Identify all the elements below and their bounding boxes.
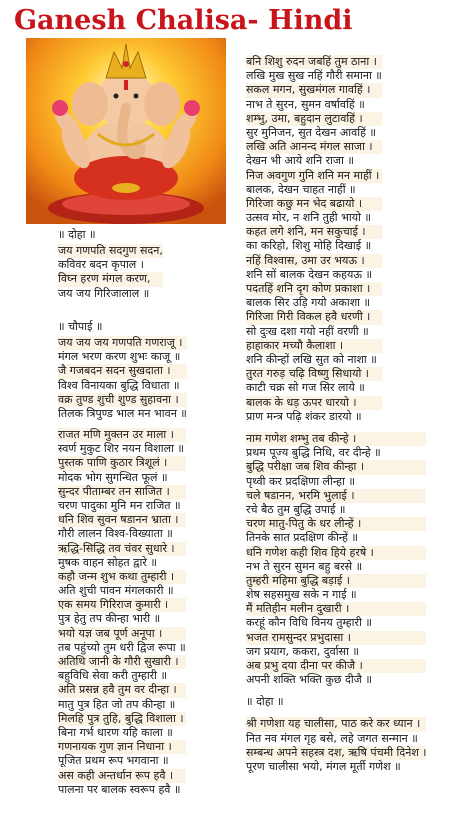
verse-line: जय गणपति सदगुण सदन,	[58, 244, 163, 257]
verse-line: गिरिजा गिरी विकल हवै धरणी ।	[246, 310, 382, 324]
verse-line: तुम्हरी महिमा बुद्धि बड़ाई ।	[246, 574, 426, 588]
verse-line: पालना पर बालक स्वरूप हवै ॥	[58, 782, 181, 796]
verse-line: चरण पादुका मुनि मन राजित ॥	[58, 498, 181, 512]
verse-line: तिनके सात प्रदक्षिण कीन्हें ॥	[246, 531, 359, 545]
verse-line: अपनी शक्ति भक्ति कुछ दीजै ॥	[246, 673, 372, 687]
verse-line: नहिं विश्वास, उमा उर भयऊ ।	[246, 254, 382, 268]
verse-line: विघ्न हरण मंगल करण,	[58, 272, 163, 286]
verse-line: सुर मुनिजन, सुत देखन आवहिं ॥	[246, 125, 376, 139]
verse-line: चरण मातु-पितु के धर लीन्हें ।	[246, 517, 426, 531]
verse-line: धनि गणेश कही शिव हिये हरषे ।	[246, 546, 426, 560]
verse-line: शम्भु, उमा, बहुदान लुटावहिं ।	[246, 112, 382, 126]
verse-line: शनि कीन्हों लखि सुत को नाशा ॥	[246, 352, 377, 366]
verse-line: मिलहि पुत्र तुहि, बुद्धि विशाला ।	[58, 712, 186, 726]
page-title: Ganesh Chalisa- Hindi	[14, 5, 353, 36]
left-main-block	[58, 428, 186, 797]
verse-line: जय जय जय गणपति गणराजू ।	[58, 336, 187, 350]
verse-line: पुत्र हेतु तप कीन्हा भारी ॥	[58, 612, 161, 626]
verse-line: धनि शिव सुवन षडानन भ्राता ।	[58, 513, 186, 527]
verse-line: मातु पुत्र हित जो तप कीन्हा ॥	[58, 697, 176, 711]
verse-line: शनि सों बालक देखन कहयऊ ॥	[246, 267, 373, 281]
verse-line: नाभ ते सुरन, सुमन वर्षावहिं ॥	[246, 97, 365, 111]
verse-line: बालक के धड़ ऊपर धारयो ।	[246, 396, 382, 410]
verse-line: चले षडानन, भरमि भुलाई ।	[246, 489, 426, 503]
verse-line: जै गजबदन सदन सुखदाता ।	[58, 364, 187, 378]
verse-line: मोदक भोग सुगन्धित फूलं ॥	[58, 470, 168, 484]
verse-line: वक्र तुण्ड शुची शुण्ड सुहावना ।	[58, 393, 187, 407]
verse-line: श्री गणेशा यह चालीसा, पाठ करे कर ध्यान ।	[246, 717, 426, 731]
verse-line: अस कही अन्तर्धान रूप हवै ।	[58, 769, 186, 783]
left-chaupai-block	[58, 318, 187, 421]
verse-line: पुस्तक पाणि कुठार त्रिशूलं ।	[58, 456, 186, 470]
verse-line: राजत मणि मुक्तन उर माला ।	[58, 428, 186, 442]
verse-line: गौरी लालन विश्व-विख्याता ॥	[58, 527, 173, 541]
verse-line: लखि मुख सुख नहिं गौरी समाना ॥	[246, 69, 382, 83]
verse-line: बहुविधि सेवा करी तुम्हारी ॥	[58, 669, 168, 683]
verse-line: सो दुःख दशा गयो नहीं वरणी ॥	[246, 324, 369, 338]
verse-line: गिरिजा कछु मन भेद बढायो ।	[246, 197, 382, 211]
verse-line: पृथ्वी कर प्रदक्षिणा लीन्हा ॥	[246, 474, 355, 488]
verse-line: मुषक वाहन सोहत द्वारे ॥	[58, 555, 157, 569]
verse-line: तुरत गरुड़ चढ़ि विष्णु सिधायो ।	[246, 367, 382, 381]
verse-line: गणनायक गुण ज्ञान निधाना ।	[58, 740, 186, 754]
right-top-block	[246, 55, 382, 424]
verse-line: पदतहिं शनि दृग कोण प्रकाशा ।	[246, 282, 382, 296]
verse-line: कविवर बदन कृपाल ।	[58, 258, 144, 272]
verse-line: सकल मगन, सुखमंगल गावहिं ।	[246, 83, 382, 97]
left-doha-block	[58, 226, 163, 301]
verse-line: पूजित प्रथम रूप भगवाना ॥	[58, 754, 169, 768]
verse-line: अब प्रभु दया दीना पर कीजै ।	[246, 659, 426, 673]
verse-line: बालक, देखन चाहत नाहीं ॥	[246, 182, 356, 196]
verse-line: तब पहुंच्यो तुम धरी द्विज रूपा ॥	[58, 640, 186, 654]
left-doha-heading: ॥ दोहा ॥	[58, 228, 96, 241]
verse-line: अतिथि जानी के गौरी सुखारी ।	[58, 655, 186, 669]
verse-line: जय जय गिरिजालाल ॥	[58, 286, 150, 300]
verse-line: प्राण मन्त्र पढ़ि शंकर डारयो ॥	[246, 409, 362, 423]
right-bottom-block	[246, 432, 426, 774]
verse-line: प्रथम पूज्य बुद्धि निधि, वर दीन्हे ॥	[246, 446, 381, 460]
verse-line: बुद्धि परीक्षा जब शिव कीन्हा ।	[246, 460, 426, 474]
verse-line: भयो यज्ञ जब पूर्ण अनूपा ।	[58, 627, 186, 641]
verse-line: नाम गणेश शम्भु तब कीन्हे ।	[246, 432, 426, 446]
verse-line: नित नव मंगल गृह बसे, लहे जगत सन्मान ॥	[246, 731, 418, 745]
verse-line: रचे बैठ तुम बुद्धि उपाई ॥	[246, 502, 346, 516]
verse-line: एक समय गिरिराज कुमारी ।	[58, 598, 186, 612]
verse-line: कहत लगे शनि, मन सकुचाई ।	[246, 225, 382, 239]
verse-line: लखि अति आनन्द मंगल साजा ।	[246, 140, 382, 154]
verse-line: ऋद्धि-सिद्धि तव चंवर सुधारे ।	[58, 542, 186, 556]
verse-line: नभ ते सुरन सुमन बहु बरसे ॥	[246, 559, 363, 573]
verse-line: अति शुची पावन मंगलकारी ॥	[58, 584, 174, 598]
verse-line: सुन्दर पीताम्बर तन साजित ।	[58, 485, 186, 499]
verse-line: हाहाकार मच्यौ कैलाशा ।	[246, 339, 382, 353]
verse-line: शेष सहसमुख सके न गाई ॥	[246, 588, 357, 602]
verse-line: देखन भी आये शनि राजा ॥	[246, 154, 355, 168]
verse-line: बनि शिशु रुदन जबहिं तुम ठाना ।	[246, 55, 382, 69]
ganesha-image	[26, 38, 226, 224]
verse-line: उत्सव मोर, न शनि तुही भायो ॥	[246, 211, 372, 225]
verse-line: काटी चक्र सो गज सिर लाये ॥	[246, 381, 365, 395]
verse-line: स्वर्ण मुकुट शिर नयन विशाला ॥	[58, 442, 185, 456]
chaupai-heading: ॥ चौपाई ॥	[58, 320, 103, 333]
verse-line: भजत रामसुन्दर प्रभुदासा ।	[246, 631, 426, 645]
verse-line: सम्बन्ध अपने सहस्त्र दश, ऋषि पंचमी दिनेश ।	[246, 745, 427, 759]
verse-line: निज अवगुण गुनि शनि मन माहीं ।	[246, 169, 382, 183]
verse-line: मंगल भरण करण शुभः काजू ॥	[58, 350, 181, 364]
verse-line: का करिहो, शिशु मोहि दिखाई ॥	[246, 239, 372, 253]
verse-line: अति प्रसन्न हवै तुम वर दीन्हा ।	[58, 683, 186, 697]
verse-line: करहूं कौन विधि विनय तुम्हारी ॥	[246, 616, 372, 630]
verse-line: विश्व विनायका बुद्धि विधाता ॥	[58, 378, 180, 392]
verse-line: जग प्रयाग, ककरा, दुर्वासा ॥	[246, 644, 359, 658]
verse-line: बालक सिर उड़ि गयो अकाशा ॥	[246, 296, 371, 310]
verse-line: कहौ जन्म शुभ कथा तुम्हारी ।	[58, 570, 186, 584]
verse-line: बिना गर्भ धारण यहि काला ॥	[58, 725, 173, 739]
verse-line: तिलक त्रिपुण्ड भाल मन भावन ॥	[58, 406, 187, 420]
right-doha-heading: ॥ दोहा ॥	[246, 695, 284, 709]
verse-line: मैं मतिहीन मलीन दुखारी ।	[246, 602, 426, 616]
verse-line: पूरण चालीसा भयो, मंगल मूर्ती गणेश ॥	[246, 759, 401, 773]
